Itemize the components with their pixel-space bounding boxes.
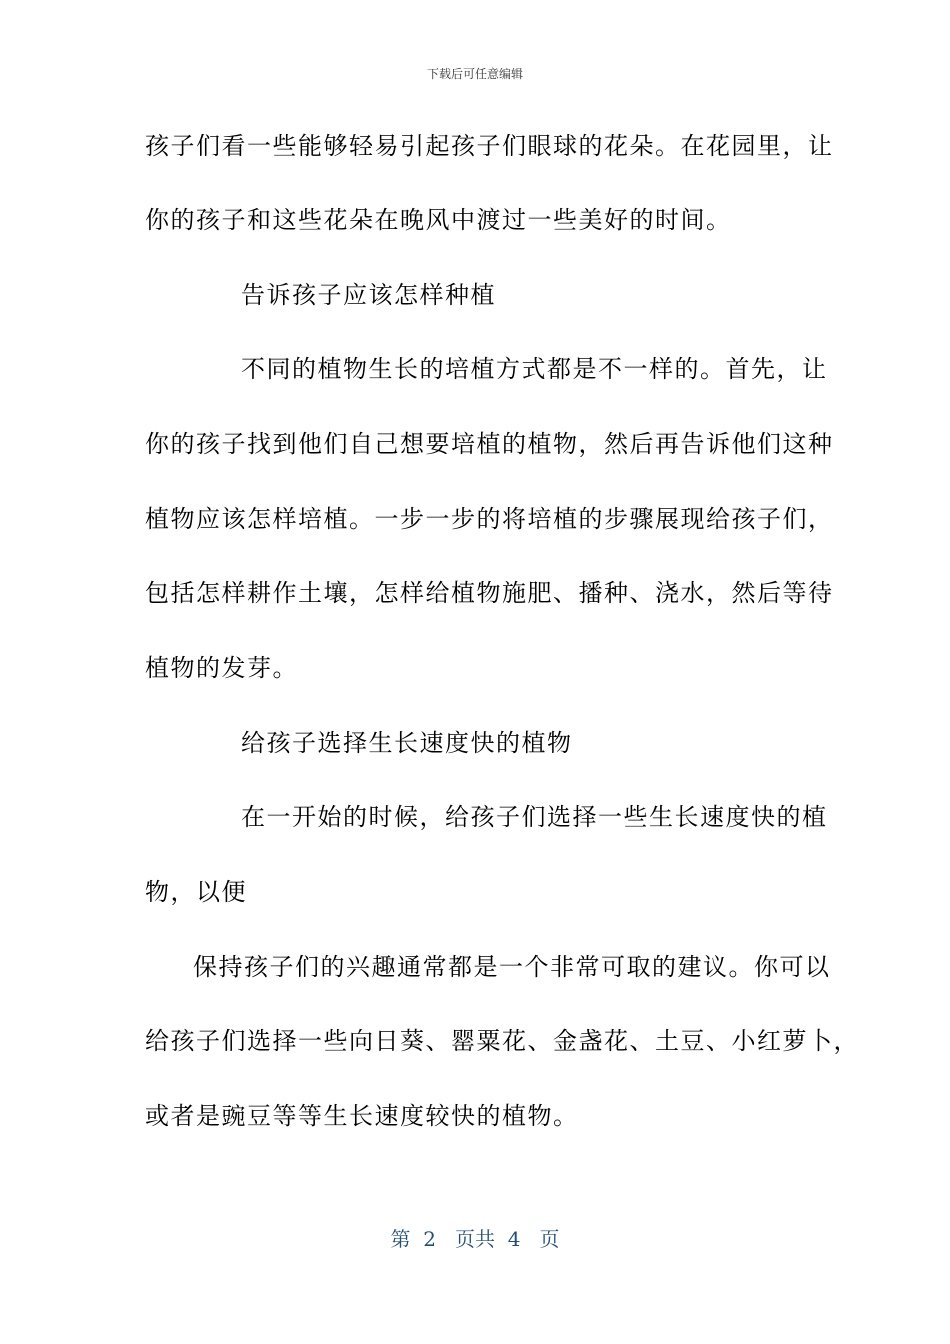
paragraph-line: 物，以便 (145, 878, 247, 906)
section-heading: 给孩子选择生长速度快的植物 (241, 729, 573, 757)
paragraph-line: 你的孩子找到他们自己想要培植的植物，然后再告诉他们这种 (145, 430, 834, 458)
paragraph-line: 给孩子们选择一些向日葵、罂粟花、金盏花、土豆、小红萝卜， (145, 1027, 859, 1055)
page-number-footer: 第 2 页共 4 页 (390, 1227, 560, 1251)
paragraph-line: 在一开始的时候，给孩子们选择一些生长速度快的植 (241, 803, 828, 831)
page-header: 下载后可任意编辑 (426, 67, 523, 81)
section-heading: 告诉孩子应该怎样种植 (241, 281, 496, 309)
paragraph-line: 不同的植物生长的培植方式都是不一样的。首先，让 (241, 355, 828, 383)
paragraph-line: 你的孩子和这些花朵在晚风中渡过一些美好的时间。 (145, 206, 732, 234)
paragraph-line: 植物的发芽。 (145, 654, 298, 682)
paragraph-line: 包括怎样耕作土壤，怎样给植物施肥、播种、浇水，然后等待 (145, 579, 834, 607)
paragraph-line: 孩子们看一些能够轻易引起孩子们眼球的花朵。在花园里，让 (145, 132, 834, 160)
paragraph-line: 或者是豌豆等等生长速度较快的植物。 (145, 1102, 579, 1130)
paragraph-line: 植物应该怎样培植。一步一步的将培植的步骤展现给孩子们， (145, 505, 834, 533)
paragraph-line: 保持孩子们的兴趣通常都是一个非常可取的建议。你可以 (193, 953, 831, 981)
